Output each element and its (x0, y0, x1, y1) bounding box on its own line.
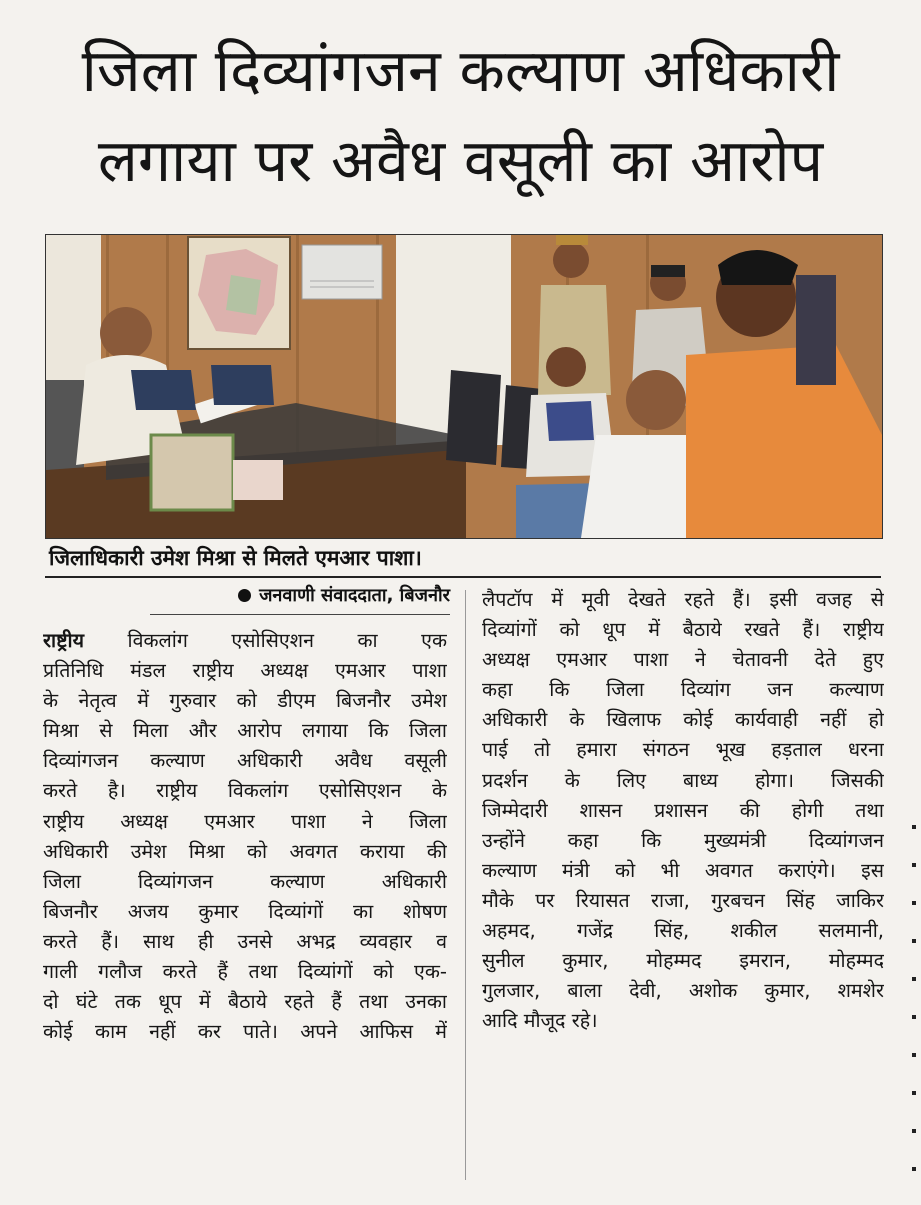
article-line: मौके पर रियासत राजा, गुरबचन सिंह जाकिर (482, 888, 884, 912)
article-line: दिव्यांगजन कल्याण अधिकारी अवैध वसूली (43, 749, 447, 773)
article-line: गुलजार, बाला देवी, अशोक कुमार, शमशेर (482, 979, 884, 1003)
caption-rule (45, 576, 881, 578)
column-divider (465, 590, 466, 1180)
headline-line-2: लगाया पर अवैध वसूली का आरोप (97, 126, 824, 195)
article-line: कल्याण मंत्री को भी अवगत कराएंगे। इस (482, 858, 884, 882)
article-line: अहमद, गजेंद्र सिंह, शकील सलमानी, (482, 919, 884, 943)
bullet-icon (238, 589, 251, 602)
byline (150, 580, 450, 612)
article-line: अधिकारी उमेश मिश्रा को अवगत कराया की (43, 839, 447, 863)
article-line: प्रतिनिधि मंडल राष्ट्रीय अध्यक्ष एमआर पाशा (43, 659, 447, 683)
headline (20, 26, 901, 206)
headline-line-1: जिला दिव्यांगजन कल्याण अधिकारी (81, 36, 840, 105)
article-line: सुनील कुमार, मोहम्मद इमरान, मोहम्मद (482, 949, 884, 973)
office-meeting-illustration (46, 235, 882, 538)
article-line: लैपटॉप में मूवी देखते रहते हैं। इसी वजह से (482, 588, 884, 611)
article-line: राष्ट्रीय अध्यक्ष एमआर पाशा ने जिला (43, 809, 447, 833)
article-line: दिव्यांगों को धूप में बैठाये रखते हैं। राष्ट्रीय (482, 618, 884, 642)
article-line: के नेतृत्व में गुरुवार को डीएम बिजनौर उमेश (43, 689, 447, 713)
article-column-right (482, 585, 884, 1036)
article-line: जिम्मेदारी शासन प्रशासन की होगी तथा (482, 798, 884, 822)
article-line: उन्होंने कहा कि मुख्यमंत्री दिव्यांगजन (482, 828, 884, 852)
article-line: मिश्रा से मिला और आरोप लगाया कि जिला (43, 719, 447, 743)
article-line: गाली गलौज करते हैं तथा दिव्यांगों को एक- (43, 960, 447, 984)
article-line: दो घंटे तक धूप में बैठाये रहते हैं तथा उनका (43, 990, 447, 1014)
edge-marks (912, 825, 918, 1205)
article-line: कहा कि जिला दिव्यांग जन कल्याण (482, 678, 884, 702)
news-photo (45, 234, 883, 539)
photo-caption: जिलाधिकारी उमेश मिश्रा से मिलते एमआर पाशा। (49, 546, 422, 570)
article-line: अध्यक्ष एमआर पाशा ने चेतावनी देते हुए (482, 648, 884, 672)
article-line: बिजनौर अजय कुमार दिव्यांगों का शोषण (43, 899, 447, 923)
lead-word: राष्ट्रीय (43, 629, 84, 652)
article-line: करते हैं। साथ ही उनसे अभद्र व्यवहार व (43, 929, 447, 953)
byline-text: जनवाणी संवाददाता, बिजनौर (259, 585, 450, 606)
article-line: अधिकारी के खिलाफ कोई कार्यवाही नहीं हो (482, 708, 884, 732)
article-line: आदि मौजूद रहे। (482, 1009, 598, 1033)
byline-rule (150, 614, 450, 615)
article-line: जिला दिव्यांगजन कल्याण अधिकारी (43, 869, 447, 893)
article-line: कोई काम नहीं कर पाते। अपने आफिस में (43, 1020, 447, 1044)
article-line: पाई तो हमारा संगठन भूख हड़ताल धरना (482, 738, 884, 762)
article-line: प्रदर्शन के लिए बाध्य होगा। जिसकी (482, 768, 884, 792)
article-line: राष्ट्रीय विकलांग एसोसिएशन का एक (43, 629, 447, 652)
article-column-left (43, 626, 447, 1047)
article-line: करते है। राष्ट्रीय विकलांग एसोसिएशन के (43, 779, 447, 803)
